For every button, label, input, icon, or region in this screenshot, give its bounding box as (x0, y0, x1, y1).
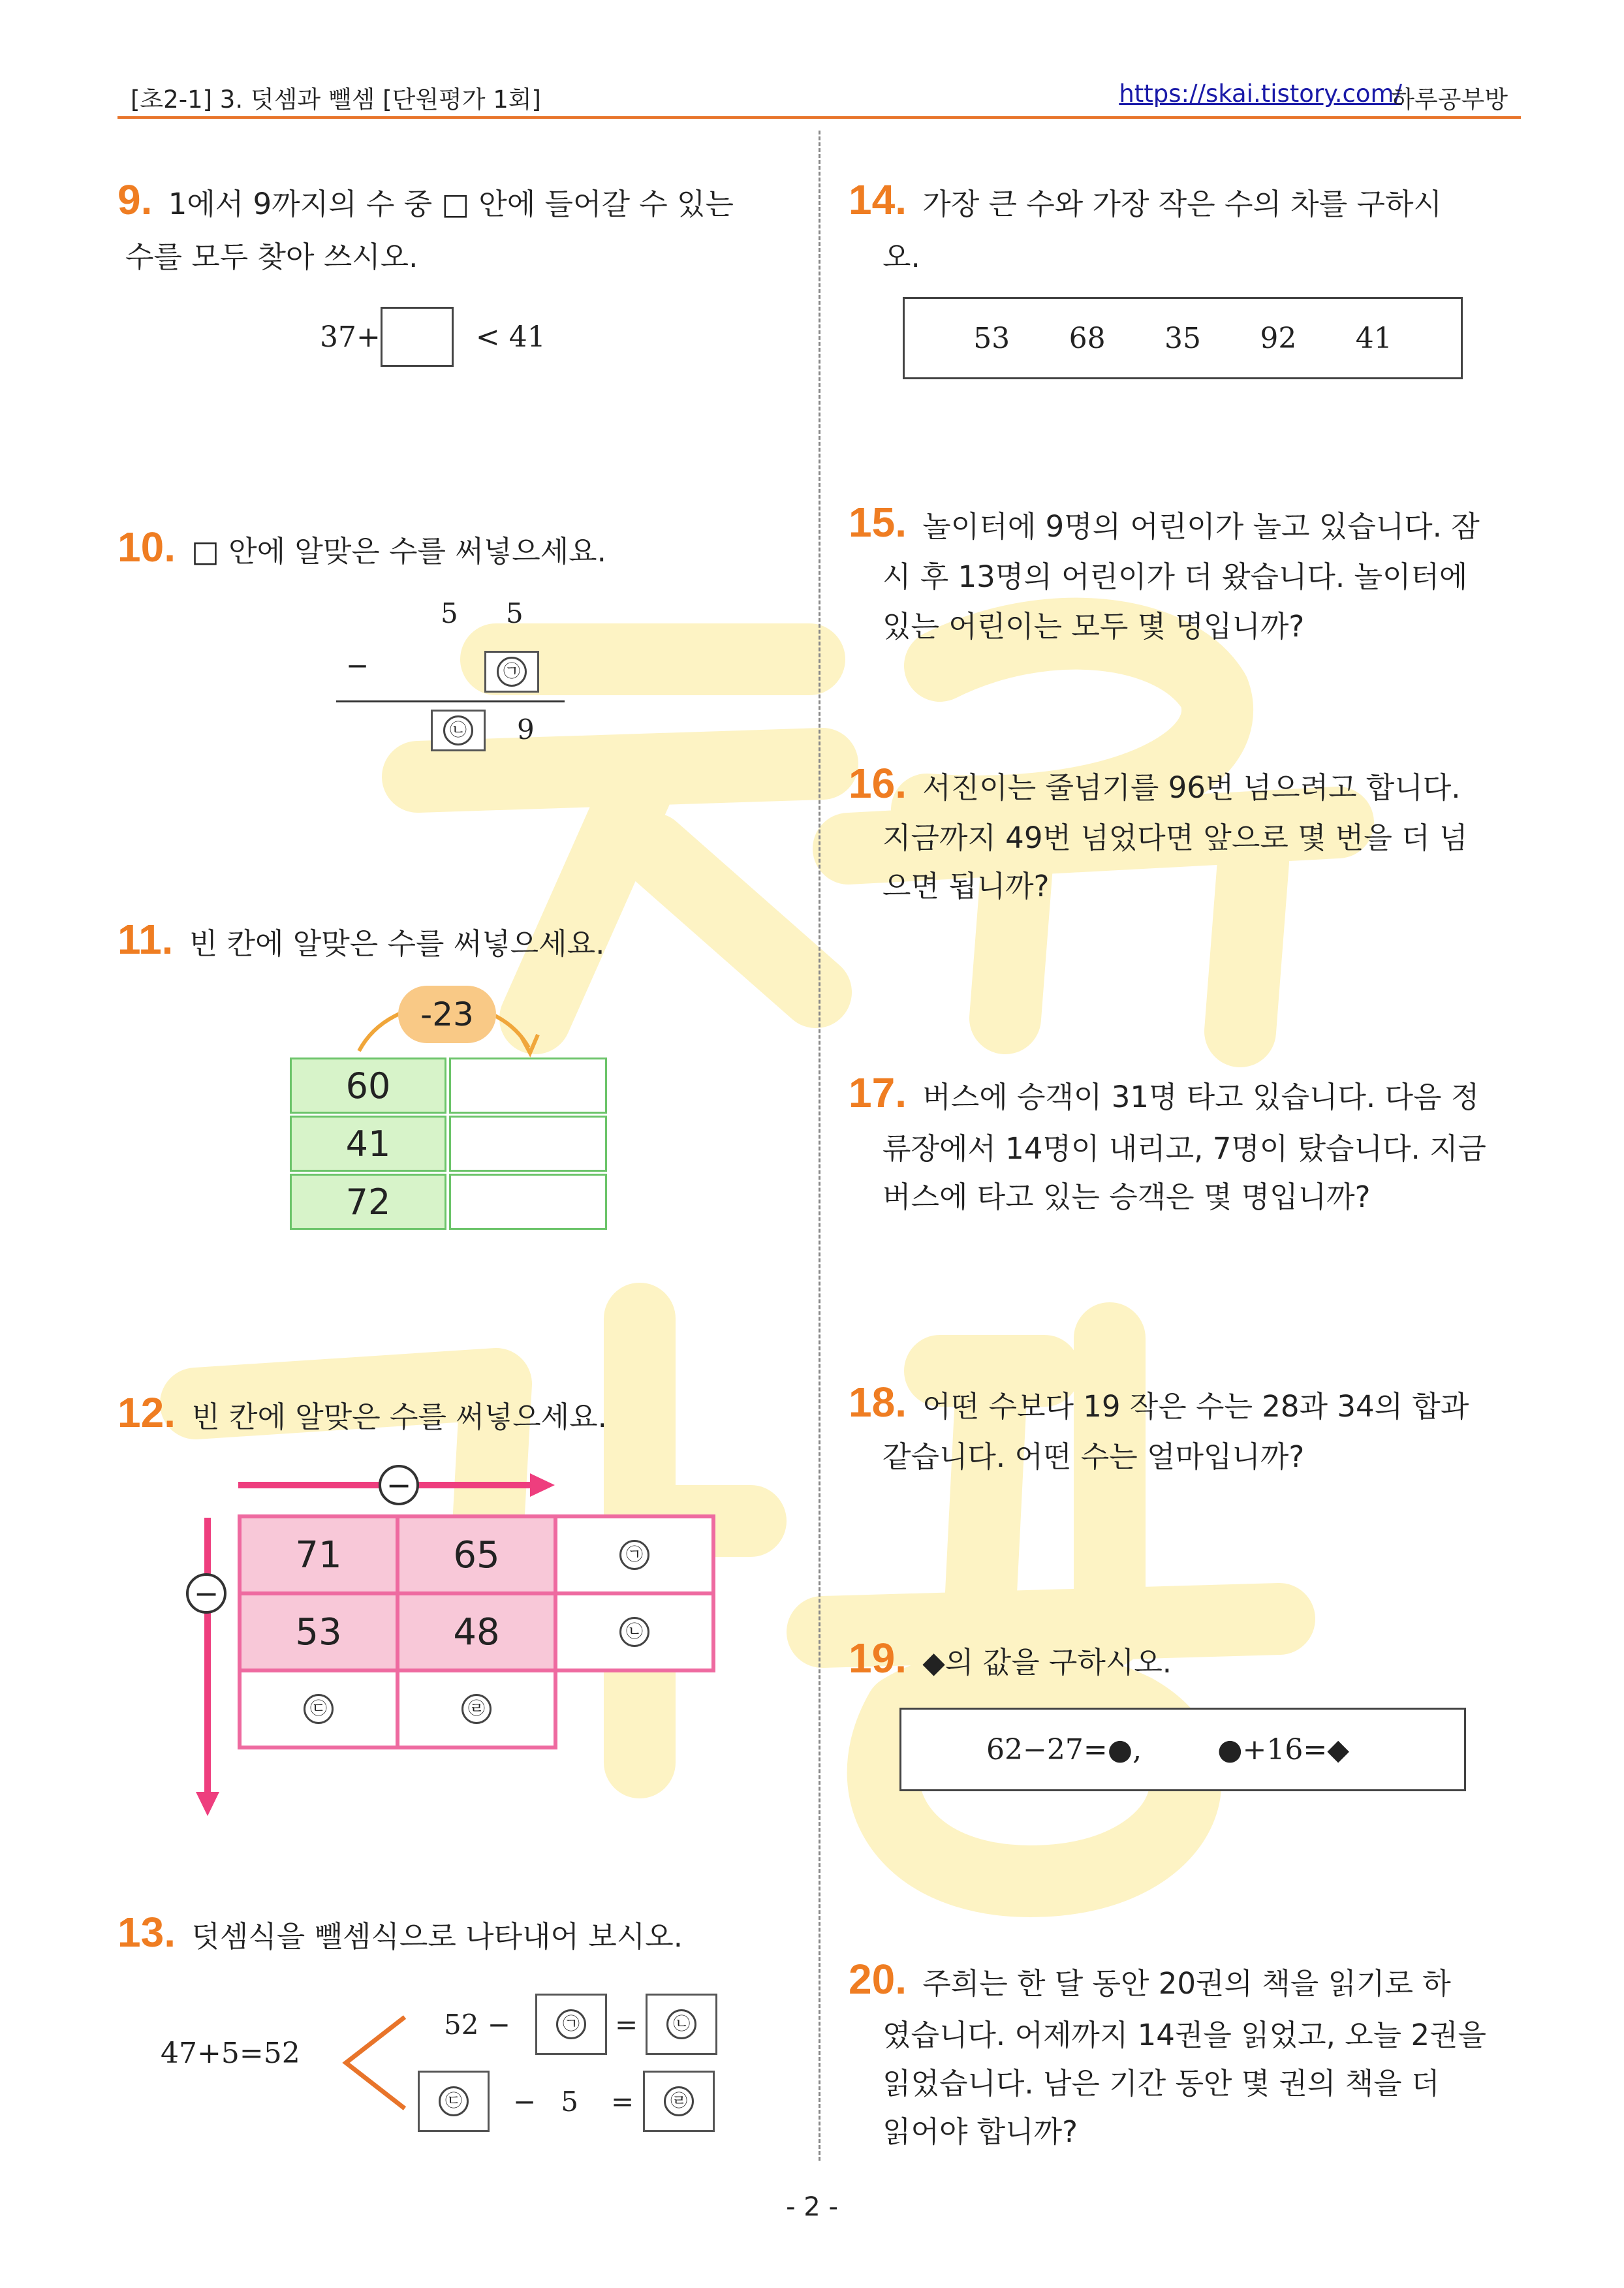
operator-label: -23 (420, 995, 474, 1033)
minus-circle-icon (186, 1573, 226, 1614)
question-text-line1: 버스에 승객이 31명 타고 있습니다. 다음 정 (922, 1080, 1480, 1114)
subtraction-vertical (333, 597, 568, 754)
question-number: 13. (117, 1909, 176, 1956)
number-item: 41 (1355, 321, 1392, 355)
answer-cell[interactable] (396, 1669, 557, 1749)
blank-box-d[interactable] (643, 2071, 715, 2132)
cell-value: 71 (295, 1533, 342, 1576)
label-b: ㉡ (443, 715, 473, 745)
question-text-line1: 1에서 9까지의 수 중 □ 안에 들어갈 수 있는 (168, 187, 734, 221)
table-cell (290, 1116, 446, 1172)
question-number: 18. (849, 1379, 907, 1426)
question-text-line1: 어떤 수보다 19 작은 수는 28과 34의 합과 (922, 1389, 1469, 1424)
question-text-line1: 서진이는 줄넘기를 96번 넘으려고 합니다. (922, 770, 1461, 805)
question-text-line2: 시 후 13명의 어린이가 더 왔습니다. 놀이터에 (882, 559, 1468, 594)
equation-box (899, 1708, 1466, 1791)
question-text: 빈 칸에 알맞은 수를 써넣으세요. (191, 1400, 607, 1434)
equation-1: 62−27=●, (986, 1732, 1142, 1766)
question-number: 11. (117, 916, 174, 963)
header-brand: 하루공부방 (1391, 86, 1508, 114)
label-c: ㉢ (439, 2086, 469, 2116)
question-text: 덧셈식을 뺄셈식으로 나타내어 보시오. (191, 1919, 683, 1954)
question-text-line4: 읽어야 합니까? (882, 2114, 1078, 2149)
inequality-right: < 41 (475, 320, 546, 354)
question-text-line3: 읽었습니다. 남은 기간 동안 몇 권의 책을 더 (882, 2066, 1440, 2101)
answer-cell[interactable] (554, 1591, 715, 1672)
branch-bracket (339, 2011, 411, 2115)
question-text-line2: 오. (882, 240, 920, 274)
label-d: ㉣ (461, 1694, 492, 1724)
question-text: ◆의 값을 구하시오. (922, 1645, 1172, 1680)
vertical-arrow (181, 1514, 234, 1821)
cell-value: 48 (453, 1610, 500, 1653)
minus-sign: − (513, 2085, 537, 2118)
answer-cell[interactable] (238, 1669, 399, 1749)
answer-cell[interactable] (449, 1174, 607, 1230)
label-d: ㉣ (664, 2086, 694, 2116)
number-item: 35 (1164, 321, 1201, 355)
answer-box[interactable] (381, 307, 454, 367)
blank-box-a[interactable] (535, 1994, 607, 2055)
number-item: 92 (1260, 321, 1297, 355)
question-text-line1: 주희는 한 달 동안 20권의 책을 읽기로 하 (922, 1966, 1451, 2001)
minus-circle-icon (379, 1465, 419, 1505)
question-12 (117, 1384, 796, 1446)
question-number: 20. (849, 1956, 907, 2003)
subtrahend: 5 (561, 2085, 578, 2118)
label-b: ㉡ (666, 2009, 696, 2039)
inequality (320, 307, 546, 367)
question-10 (117, 518, 796, 580)
top-digit-ones: 5 (506, 597, 523, 629)
question-text-line1: 놀이터에 9명의 어린이가 놀고 있습니다. 잠 (922, 509, 1480, 544)
label-a: ㉠ (619, 1540, 649, 1570)
answer-cell[interactable] (449, 1058, 607, 1114)
equals-sign: = (615, 2008, 638, 2041)
question-19 (849, 1633, 1521, 1687)
operator-bubble (398, 986, 496, 1043)
grid-cell (238, 1591, 399, 1672)
equals-sign: = (610, 2085, 634, 2118)
row1-prefix: 52 − (444, 2008, 510, 2041)
question-text-line2: 류장에서 14명이 내리고, 7명이 탔습니다. 지금 (882, 1131, 1487, 1166)
answer-cell[interactable] (449, 1116, 607, 1172)
inequality-left: 37+ (320, 320, 381, 354)
grid-cell (396, 1591, 557, 1672)
column-divider (819, 131, 820, 2161)
question-number: 12. (117, 1389, 176, 1436)
blank-box-c[interactable] (418, 2071, 490, 2132)
cell-value: 53 (295, 1610, 342, 1653)
question-text-line2: 수를 모두 찾아 쓰시오. (125, 240, 418, 274)
question-text-line1: 가장 큰 수와 가장 작은 수의 차를 구하시 (922, 187, 1442, 221)
question-text-line2: 지금까지 49번 넘었다면 앞으로 몇 번을 더 넘 (882, 821, 1468, 855)
question-number: 19. (849, 1635, 907, 1682)
header-title: [초2-1] 3. 덧셈과 뺄셈 [단원평가 1회] (131, 86, 541, 114)
header-divider (117, 116, 1521, 119)
label-a: ㉠ (556, 2009, 586, 2039)
question-text-line3: 있는 어린이는 모두 몇 명입니까? (882, 609, 1305, 644)
question-text-line3: 으면 됩니까? (882, 869, 1050, 903)
question-13 (117, 1904, 796, 1966)
question-text-line2: 였습니다. 어제까지 14권을 읽었고, 오늘 2권을 (882, 2018, 1487, 2052)
blank-box-a[interactable] (484, 651, 539, 693)
minus-symbol: − (386, 1467, 412, 1503)
number-item: 53 (973, 321, 1010, 355)
result-digit: 9 (517, 713, 535, 745)
label-c: ㉢ (304, 1694, 334, 1724)
question-number: 17. (849, 1069, 907, 1116)
question-number: 14. (849, 176, 907, 223)
minus-symbol: − (193, 1576, 219, 1611)
addition-equation: 47+5=52 (161, 2037, 300, 2070)
question-number: 10. (117, 524, 176, 571)
question-number: 9. (117, 176, 153, 223)
grid-cell (238, 1514, 399, 1595)
number-box (903, 297, 1463, 379)
blank-box-b[interactable] (646, 1994, 717, 2055)
table-cell (290, 1174, 446, 1230)
cell-value: 60 (345, 1065, 391, 1106)
subtraction-row-2 (418, 2071, 715, 2131)
header-link[interactable]: https://skai.tistory.com/ (1119, 80, 1402, 108)
blank-box-b[interactable] (431, 710, 486, 751)
sum-line (336, 700, 565, 702)
cell-value: 72 (345, 1181, 391, 1223)
subtraction-row-1 (444, 1994, 717, 2054)
question-text-line3: 버스에 타고 있는 승객은 몇 명입니까? (882, 1180, 1371, 1214)
question-text: □ 안에 알맞은 수를 써넣으세요. (191, 534, 606, 569)
table-cell (290, 1058, 446, 1114)
label-a: ㉠ (497, 657, 527, 687)
question-number: 16. (849, 760, 907, 807)
question-text: 빈 칸에 알맞은 수를 써넣으세요. (189, 926, 605, 961)
page-number: - 2 - (786, 2192, 838, 2222)
cell-value: 41 (345, 1123, 391, 1165)
question-number: 15. (849, 499, 907, 546)
question-11 (117, 911, 796, 973)
equation-2: ●+16=◆ (1217, 1732, 1350, 1766)
label-b: ㉡ (619, 1617, 649, 1647)
question-text-line2: 같습니다. 어떤 수는 얼마입니까? (882, 1439, 1305, 1474)
minus-sign: − (346, 650, 369, 682)
cell-value: 65 (453, 1533, 500, 1576)
answer-cell[interactable] (554, 1514, 715, 1595)
grid-cell (396, 1514, 557, 1595)
number-item: 68 (1069, 321, 1106, 355)
top-digit-tens: 5 (441, 597, 458, 629)
